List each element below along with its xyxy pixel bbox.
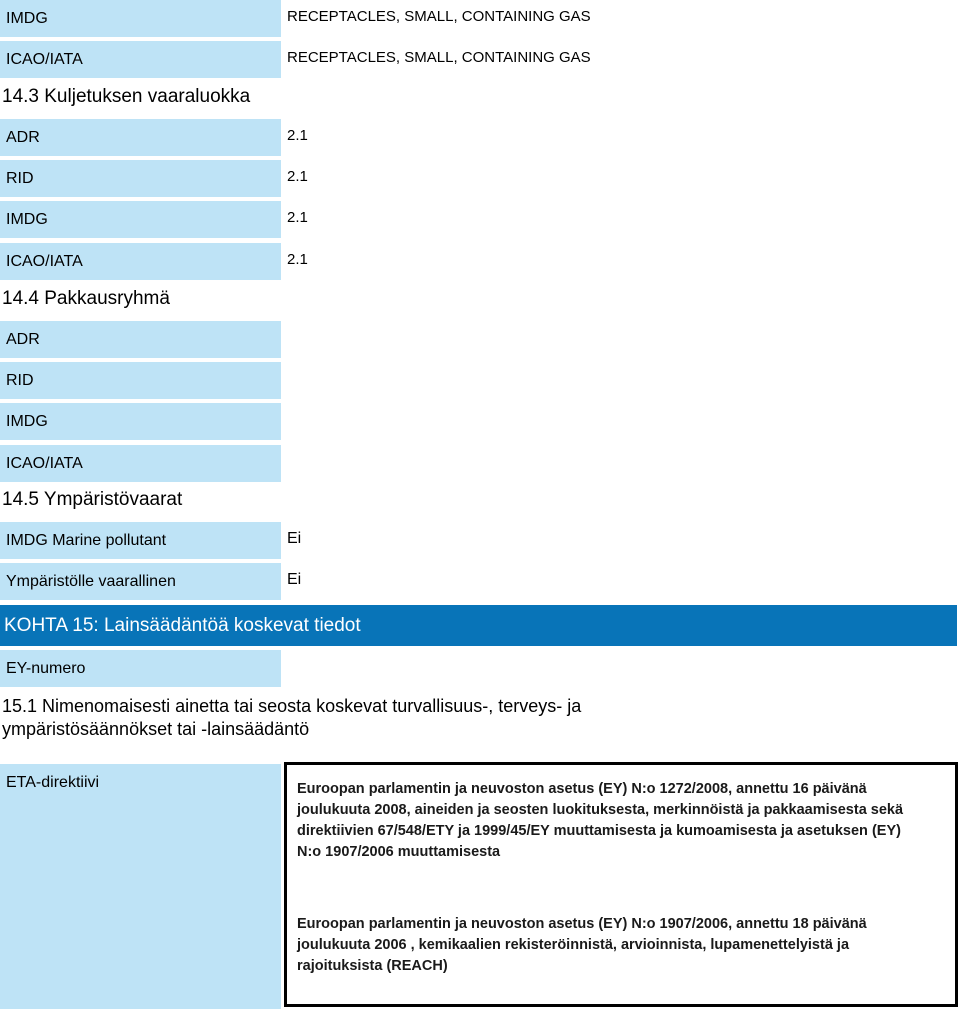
eta-directive-box	[284, 762, 958, 1007]
adr-class-value: 2.1	[287, 127, 308, 144]
icao-iata-label: ICAO/IATA	[0, 41, 281, 78]
imdg-class-value: 2.1	[287, 209, 308, 226]
adr-label: ADR	[0, 119, 281, 156]
eta-directive-label: ETA-direktiivi	[0, 764, 281, 1009]
imdg-label: IMDG	[0, 201, 281, 238]
section-14-5-heading: 14.5 Ympäristövaarat	[2, 489, 183, 510]
section-14-4-heading: 14.4 Pakkausryhmä	[2, 288, 170, 309]
rid-class-value: 2.1	[287, 168, 308, 185]
rid-label: RID	[0, 160, 281, 197]
section-15-1-heading-line1: 15.1 Nimenomaisesti ainetta tai seosta koskevat turvallisuus-, terveys- ja	[2, 696, 582, 716]
eta-regulation-reach: Euroopan parlamentin ja neuvoston asetus (EY) N:o 1907/2006, annettu 18 päivänä joulukuuta 2006 , kemikaalien rekisteröinnistä, arvioinnista, lupamenettelyistä ja rajoituksista (REACH)	[297, 916, 867, 974]
icao-iata-class-value: 2.1	[287, 251, 308, 268]
imdg-label: IMDG	[0, 0, 281, 37]
icao-iata-label: ICAO/IATA	[0, 243, 281, 280]
environmental-hazard-label: Ympäristölle vaarallinen	[0, 563, 281, 600]
section-15-1-heading-line2: ympäristösäännökset tai -lainsäädäntö	[2, 719, 310, 739]
adr-label: ADR	[0, 321, 281, 358]
eta-regulation-1272: Euroopan parlamentin ja neuvoston asetus (EY) N:o 1272/2008, annettu 16 päivänä joulukuuta 2008, aineiden ja seosten luokituksesta, merkinnöistä ja pakkaamisesta sekä direktiivien 67/548/ETY ja 1999/45/EY muuttamisesta ja kumoamisesta ja asetuksen (EY) N:o 1907/2006 muuttamisesta	[297, 781, 904, 860]
section-14-3-heading: 14.3 Kuljetuksen vaaraluokka	[2, 86, 251, 107]
environmental-hazard-value: Ei	[287, 571, 302, 588]
ey-number-label: EY-numero	[0, 650, 281, 687]
marine-pollutant-label: IMDG Marine pollutant	[0, 522, 281, 559]
icao-iata-shipping-name: RECEPTACLES, SMALL, CONTAINING GAS	[287, 49, 591, 66]
rid-label: RID	[0, 362, 281, 399]
icao-iata-label: ICAO/IATA	[0, 445, 281, 482]
section-15-banner: KOHTA 15: Lainsäädäntöä koskevat tiedot	[0, 605, 957, 646]
imdg-label: IMDG	[0, 403, 281, 440]
imdg-shipping-name: RECEPTACLES, SMALL, CONTAINING GAS	[287, 8, 591, 25]
marine-pollutant-value: Ei	[287, 530, 302, 547]
